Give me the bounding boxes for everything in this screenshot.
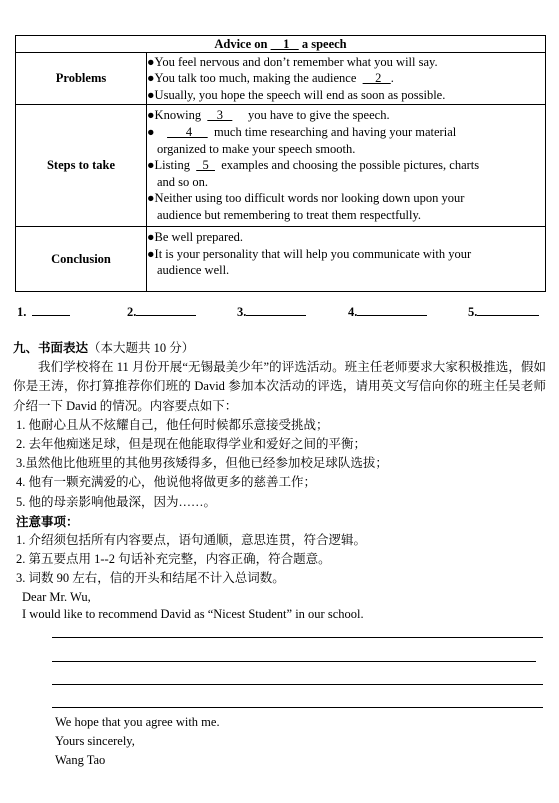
section-heading: 九、书面表达（本大题共 10 分） [13,340,195,355]
letter-closing [55,713,220,770]
bullet-item: ● 4 much time researching and having your material organized to make your speech smooth. [147,125,457,156]
row-label-problems: Problems [16,53,147,105]
note-1: 1. 介绍须包括所有内容要点，语句通顺，意思连贯，符合逻辑。 [16,533,367,548]
point-1: 1. 他耐心且从不炫耀自己，他任何时候都乐意接受挑战； [16,417,329,432]
row-label-steps: Steps to take [16,105,147,227]
blank-4[interactable]: 4 [167,125,208,140]
bullet-item: ●Listing 5 examples and choosing the possible pictures, charts and so on. [147,158,480,189]
note-2: 2. 第五要点用 1--2 句话补充完整，内容正确，符合题意。 [16,552,331,567]
intro-text: 我们学校将在 11 月份开展“无锡最美少年”的评选活动。班主任老师要求大家积极推选，假如你是王涛，你打算推荐你们班的 David 参加本次活动的评选，请用英文写信向你的班主任吴老师介绍一下 David 的情况。内容要点如下： [13,360,546,413]
blank-3[interactable]: 3 [207,108,233,123]
answer-4[interactable]: 4. [348,303,427,320]
answer-2[interactable]: 2. [127,303,196,320]
letter-greeting: Dear Mr. Wu, [22,589,91,604]
bullet-item: ●You feel nervous and don’t remember what you will say. [147,54,438,69]
writing-line[interactable] [52,684,543,685]
table-title: Advice on 1 a speech [16,36,546,53]
writing-line[interactable] [52,707,543,708]
advice-table [15,35,546,292]
point-3: 3.虽然他比他班里的其他男孩矮得多，但他已经参加校足球队选拔； [16,456,388,471]
closing-line: Yours sincerely, [55,734,135,748]
answer-3[interactable]: 3. [237,303,306,320]
bullet-item: ●Knowing 3 you have to give the speech. [147,108,390,123]
point-4: 4. 他有一颗充满爱的心，他说他将做更多的慈善工作； [16,475,317,490]
writing-line[interactable] [52,661,536,662]
point-5: 5. 他的母亲影响他最深，因为……。 [16,494,217,509]
bullet-item: ●You talk too much, making the audience 2 . [147,71,394,86]
blank-5[interactable]: 5 [196,158,215,173]
steps-content [147,105,546,227]
notes-heading: 注意事项： [16,513,79,529]
answer-5[interactable]: 5. [468,303,539,320]
writing-line[interactable] [52,637,543,638]
bullet-item: ●Be well prepared. [147,230,244,245]
letter-opening: I would like to recommend David as “Nicest Student” in our school. [22,606,364,621]
bullet-item: ●Neither using too difficult words nor looking down upon your audience but remembering to treat them respectfully. [147,191,465,222]
blank-2[interactable]: 2 [362,71,391,86]
conclusion-content [147,227,546,292]
note-3: 3. 词数 90 左右，信的开头和结尾不计入总词数。 [16,571,285,586]
answer-row [15,303,546,319]
problems-content [147,53,546,105]
writing-task [13,338,546,623]
bullet-item: ●It is your personality that will help you communicate with your audience well. [147,246,472,278]
answer-1[interactable]: 1. [17,303,70,320]
closing-line: We hope that you agree with me. [55,715,220,729]
row-label-conclusion: Conclusion [16,227,147,292]
point-2: 2. 去年他痴迷足球，但是现在他能取得学业和爱好之间的平衡； [16,437,367,452]
bullet-item: ●Usually, you hope the speech will end as soon as possible. [147,87,446,102]
blank-1[interactable]: 1 [270,37,299,51]
signature: Wang Tao [55,753,106,767]
